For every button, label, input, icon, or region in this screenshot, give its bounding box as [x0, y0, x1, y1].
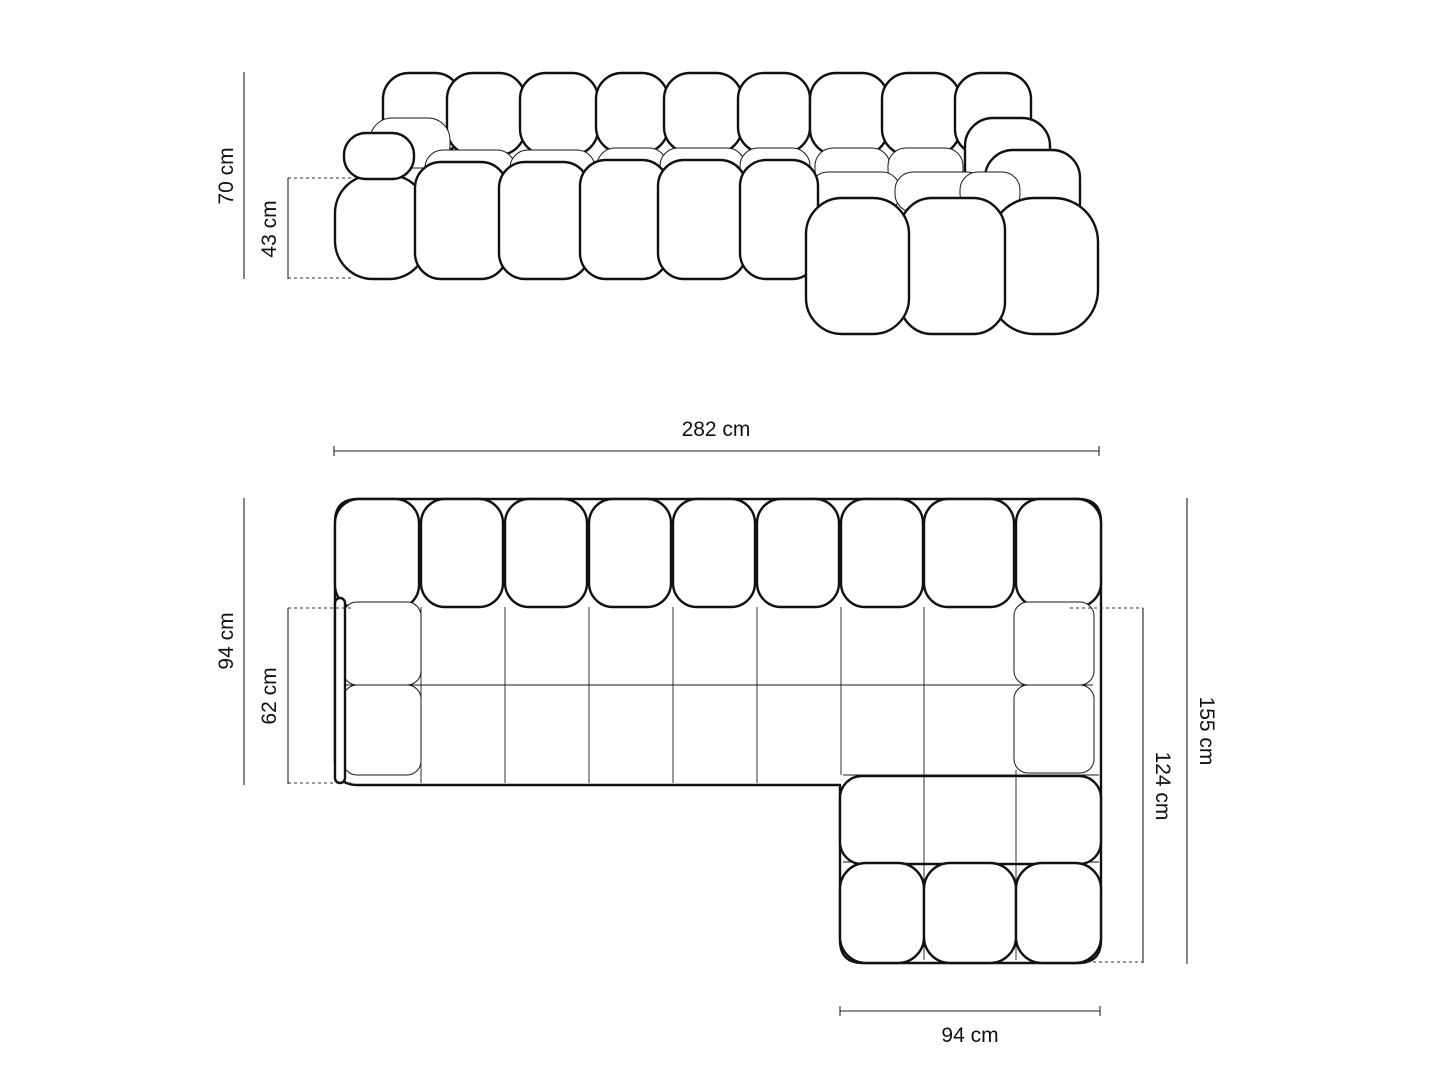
front-seat-fronts	[415, 160, 818, 279]
top-left-arm	[335, 598, 421, 783]
back-depth-label: 94 cm	[215, 612, 238, 670]
front-height-label: 70 cm	[215, 147, 238, 205]
chaise-width-label: 94 cm	[941, 1024, 999, 1047]
overall-width-label: 282 cm	[681, 418, 751, 441]
front-back-cushions	[383, 73, 1031, 155]
chaise-width-dimension	[840, 1006, 1100, 1047]
front-seat-height-label: 43 cm	[258, 200, 281, 258]
front-height-dimension	[215, 72, 244, 279]
top-chaise-cushions	[840, 776, 1101, 963]
front-chaise-fronts	[806, 198, 1098, 334]
top-back-cushions	[335, 499, 1101, 609]
chaise-seat-length-label: 124 cm	[1151, 751, 1174, 821]
front-view	[335, 73, 1098, 334]
chaise-length-label: 155 cm	[1195, 696, 1218, 766]
chaise-length-dimension	[1187, 498, 1218, 964]
overall-width-dimension	[334, 418, 1099, 456]
back-depth-dimension	[215, 498, 244, 785]
seat-depth-label: 62 cm	[258, 667, 281, 725]
top-view	[335, 499, 1101, 963]
top-right-arm	[1014, 602, 1094, 773]
